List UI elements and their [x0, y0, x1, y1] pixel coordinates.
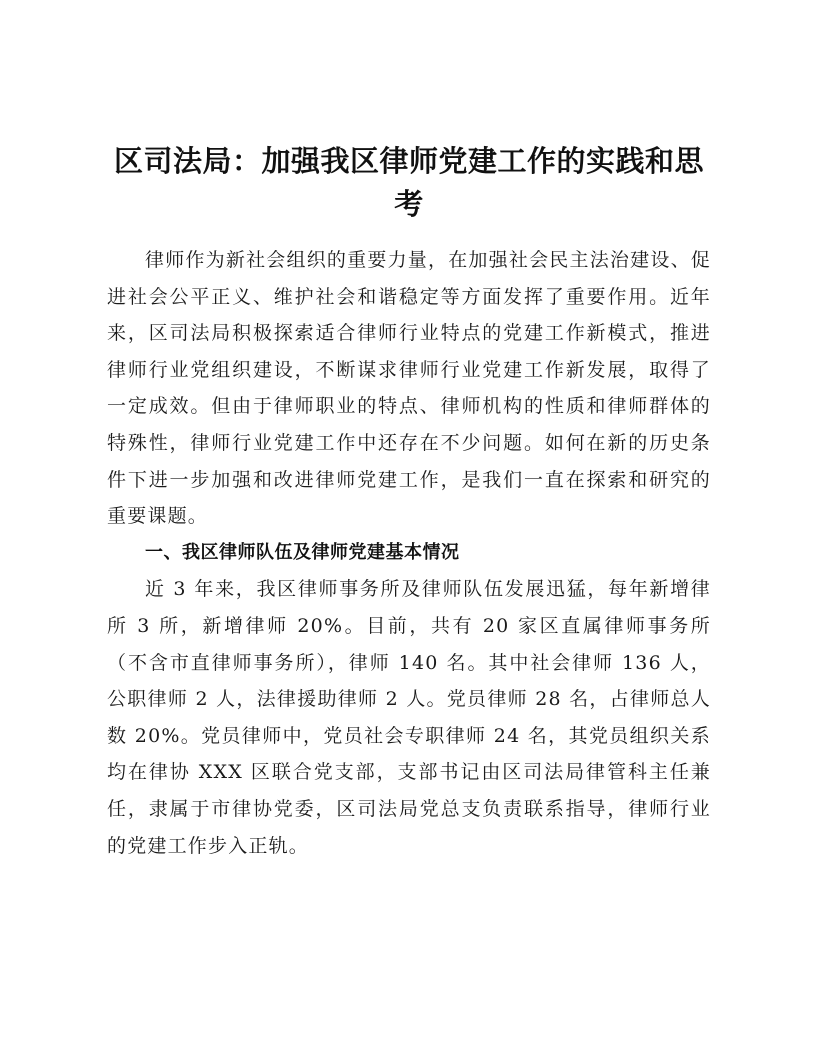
- section-paragraph: 近 3 年来，我区律师事务所及律师队伍发展迅猛，每年新增律所 3 所，新增律师 20%。目前，共有 20 家区直属律师事务所（不含市直律师事务所），律师 140 名。其中社会律师 136 人，公职律师 2 人，法律援助律师 2 人。党员律师 28 名，占律师总人数 20%。党员律师中，党员社会专职律师 24 名，其党员组织关系均在律协 XXX 区联合党支部，支部书记由区司法局律管科主任兼任，隶属于市律协党委，区司法局党总支负责联系指导，律师行业的党建工作步入正轨。: [107, 578, 711, 857]
- document-body: [107, 242, 711, 864]
- document-page: [107, 140, 711, 864]
- section-heading: 一、我区律师队伍及律师党建基本情况: [145, 541, 460, 563]
- document-title: 区司法局：加强我区律师党建工作的实践和思考: [113, 144, 704, 221]
- intro-paragraph: 律师作为新社会组织的重要力量，在加强社会民主法治建设、促进社会公平正义、维护社会和谐稳定等方面发挥了重要作用。近年来，区司法局积极探索适合律师行业特点的党建工作新模式，推进律师行业党组织建设，不断谋求律师行业党建工作新发展，取得了一定成效。但由于律师职业的特点、律师机构的性质和律师群体的特殊性，律师行业党建工作中还存在不少问题。如何在新的历史条件下进一步加强和改进律师党建工作，是我们一直在探索和研究的重要课题。: [107, 249, 711, 528]
